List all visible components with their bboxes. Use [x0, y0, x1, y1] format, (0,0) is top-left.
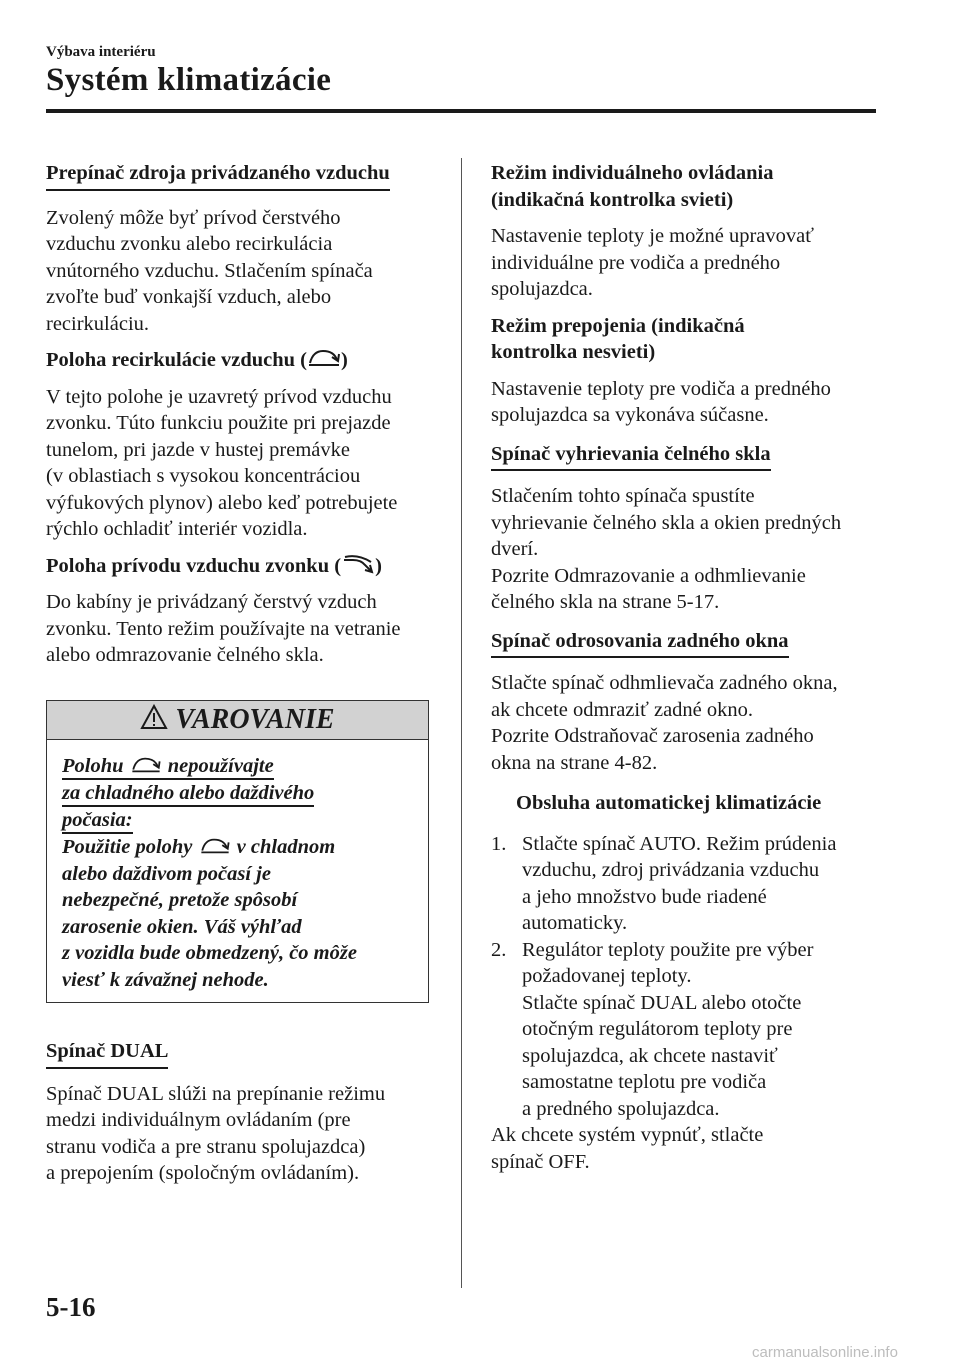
subheading-outside-air: Poloha prívodu vzduchu zvonku ( )	[46, 554, 382, 577]
left-column-bottom	[46, 1038, 438, 1187]
subheading-rear-defogger: Spínač odrosovania zadného okna	[491, 628, 789, 659]
subheading-individual-mode: Režim individuálneho ovládania (indikačná kontrolka svieti)	[491, 162, 774, 211]
subheading-auto-operation: Obsluha automatickej klimatizácie	[516, 792, 822, 814]
paragraph-turn-off: Ak chcete systém vypnúť, stlačte spínač OFF.	[491, 1124, 764, 1173]
watermark: carmanualsonline.info	[752, 1344, 898, 1361]
subheading-linked-mode: Režim prepojenia (indikačná kontrolka nesvieti)	[491, 314, 745, 363]
subheading-dual: Spínač DUAL	[46, 1038, 168, 1069]
warning-box	[46, 700, 429, 1003]
title-rule	[46, 109, 876, 113]
recirculation-icon	[198, 836, 232, 856]
paragraph-outside-air: Do kabíny je privádzaný čerstvý vzduch zvonku. Tento režim používajte na vetranie alebo odmrazovanie čelného skla.	[46, 591, 401, 666]
steps-list	[491, 831, 891, 1123]
warning-title: VAROVANIE	[175, 704, 335, 735]
right-column	[491, 160, 891, 1175]
list-item: 1. Stlačte spínač AUTO. Režim prúdenia vzduchu, zdroj privádzania vzduchu a jeho množstvo bude riadené automaticky.	[491, 832, 837, 934]
subheading-windshield-heater: Spínač vyhrievania čelného skla	[491, 441, 771, 472]
list-item: 2. Regulátor teploty použite pre výber požadovanej teploty. Stlačte spínač DUAL alebo otočte otočným regulátorom teploty pre spolujazdca, ak chcete nastaviť samostatne teplotu pre vodiča a predného spolujazdca.	[491, 938, 814, 1120]
page-number: 5-16	[46, 1292, 96, 1322]
column-divider	[461, 158, 462, 1288]
page-title: Systém klimatizácie	[46, 62, 332, 98]
warning-header	[47, 701, 428, 740]
warning-triangle-icon	[140, 704, 168, 730]
outside-air-icon	[341, 553, 375, 575]
recirculation-icon	[307, 347, 341, 369]
recirculation-icon	[129, 755, 163, 775]
warning-text: Polohu nepoužívajte za chladného alebo daždivého počasia: Použitie polohy v chladnom alebo daždivom počasí je nebezpečné, pretože spôsobí zarosenie okien. Váš výhľad z vozidla bude obmedzený, čo môže viesť k závažnej nehode.	[62, 755, 357, 991]
paragraph-linked-mode: Nastavenie teploty pre vodiča a predného spolujazdca sa vykonáva súčasne.	[491, 377, 831, 426]
subheading-air-source: Prepínač zdroja privádzaného vzduchu	[46, 160, 390, 191]
paragraph-individual-mode: Nastavenie teploty je možné upravovať individuálne pre vodiča a predného spolujazdca.	[491, 225, 814, 300]
paragraph-rear-defogger: Stlačte spínač odhmlievača zadného okna, ak chcete odmraziť zadné okno. Pozrite Odstraňovač zarosenia zadného okna na strane 4-82.	[491, 672, 838, 774]
paragraph-air-source: Zvolený môže byť prívod čerstvého vzduchu zvonku alebo recirkulácia vnútorného vzduchu. Stlačením spínača zvoľte buď vonkajší vzduch, alebo recirkuláciu.	[46, 206, 373, 335]
paragraph-windshield-heater: Stlačením tohto spínača spustíte vyhrievanie čelného skla a okien predných dverí. Pozrite Odmrazovanie a odhmlievanie čelného skla na strane 5-17.	[491, 485, 842, 613]
subheading-recirc: Poloha recirkulácie vzduchu ( )	[46, 349, 348, 371]
paragraph-recirc: V tejto polohe je uzavretý prívod vzduchu zvonku. Túto funkciu použite pri prejazde tunelom, pri jazde v hustej premávke (v oblastiach s vysokou koncentráciou výfukových plynov) alebo keď potrebujete rýchlo ochladiť interiér vozidla.	[46, 385, 398, 540]
paragraph-dual: Spínač DUAL slúži na prepínanie režimu medzi individuálnym ovládaním (pre stranu vodiča a pre stranu spolujazdca) a prepojením (spoločným ovládaním).	[46, 1082, 386, 1184]
section-label: Výbava interiéru	[46, 44, 156, 60]
left-column	[46, 160, 438, 669]
